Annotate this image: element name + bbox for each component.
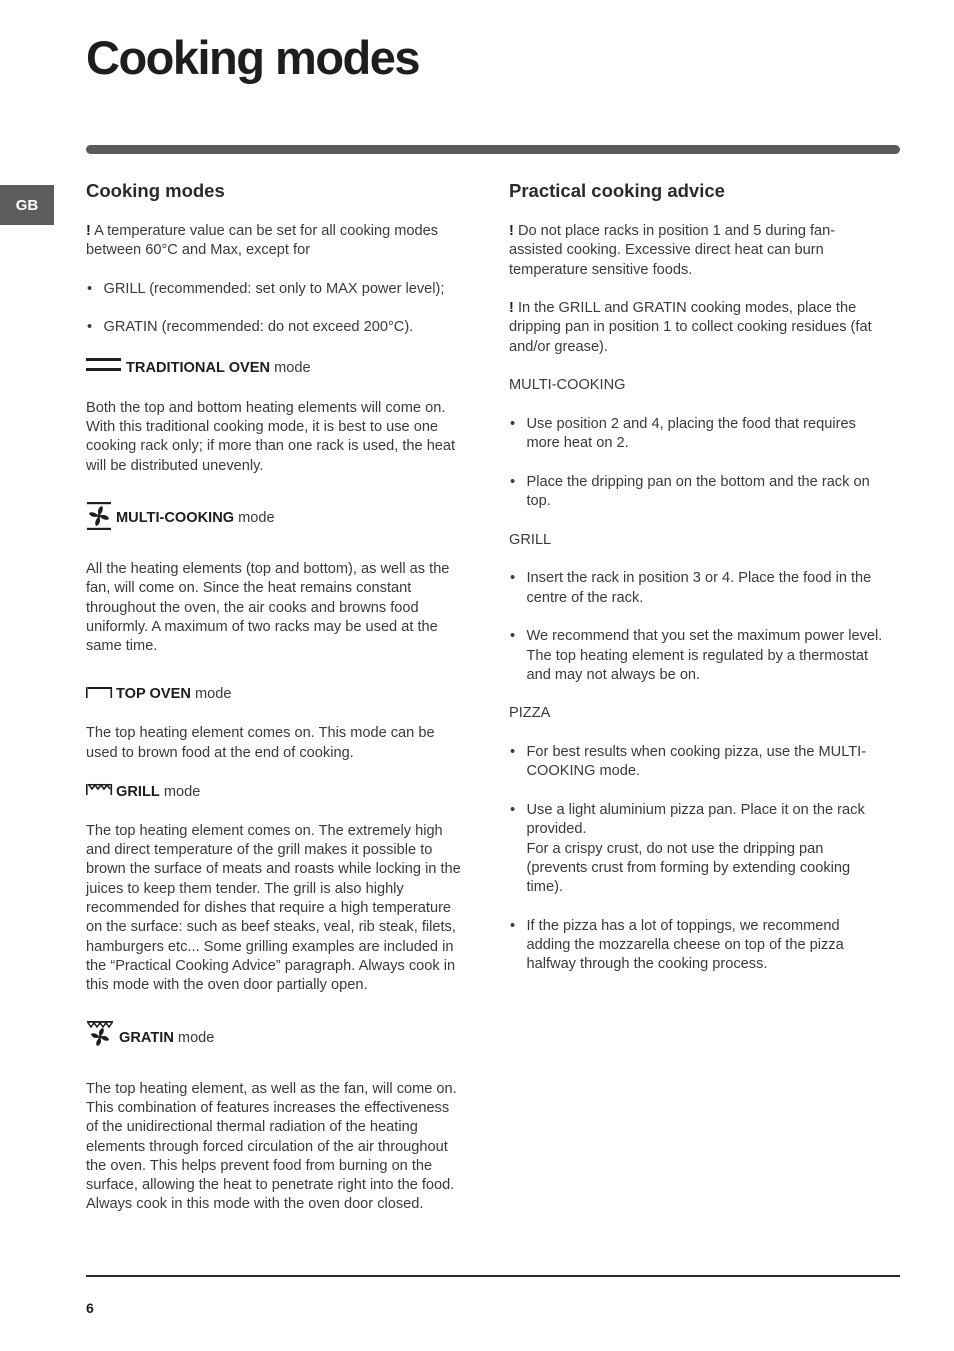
cooking-modes-column [86, 178, 462, 1234]
list-item: • Use a light aluminium pizza pan. Place it on the rack provided. For a crispy crust, do not use the dripping pan (prevents crust from forming by extending cooking time). [509, 801, 887, 897]
multi-cooking-fan-icon [86, 502, 112, 536]
traditional-oven-icon [86, 357, 122, 379]
list-item: • Insert the rack in position 3 or 4. Place the food in the centre of the rack. [509, 569, 887, 608]
gratin-icon [86, 1021, 114, 1055]
mode-description: The top heating element, as well as the fan, will come on. This combination of features increases the effectiveness of the unidirectional thermal radiation of the heating elements through forced circulation of the air throughout the oven. This helps prevent food from burning on the surface, allowing the heat to penetrate right into the food. Always cook in this mode with the oven door closed. [86, 1080, 457, 1213]
list-item: • Use position 2 and 4, placing the food that requires more heat on 2. [509, 415, 887, 454]
subsection-title: GRILL [509, 531, 552, 548]
mode-heading-traditional-oven: TRADITIONAL OVEN mode [86, 357, 462, 379]
exceptions-list [86, 280, 462, 338]
advice-list-multi-cooking [509, 415, 887, 511]
warning-mark: ! [509, 300, 514, 317]
list-item: • GRILL (recommended: set only to MAX power level); [86, 280, 462, 299]
list-item: • Place the dripping pan on the bottom and the rack on top. [509, 473, 887, 512]
language-tab: GB [0, 185, 54, 225]
page-number: 6 [86, 1300, 94, 1316]
header-rule [86, 145, 900, 154]
mode-description: The top heating element comes on. This mode can be used to brown food at the end of cooking. [86, 725, 435, 761]
section-heading-practical-advice: Practical cooking advice [509, 180, 725, 201]
mode-heading-grill: GRILL mode [86, 782, 462, 802]
intro-paragraph: ! A temperature value can be set for all cooking modes between 60°C and Max, except for [86, 223, 439, 259]
subsection-title: PIZZA [509, 705, 551, 722]
list-item: • For best results when cooking pizza, use the MULTI-COOKING mode. [509, 743, 887, 782]
mode-description: Both the top and bottom heating elements will come on. With this traditional cooking mode, it is best to use one cooking rack only; if more than one rack is used, the heat will be distributed unevenly. [86, 399, 456, 474]
practical-advice-column [509, 178, 887, 994]
mode-heading-gratin: GRATIN mode [86, 1021, 462, 1055]
warning-paragraph: ! In the GRILL and GRATIN cooking modes, place the dripping pan in position 1 to collect cooking residues (fat and/or grease). [509, 300, 872, 355]
list-item: • GRATIN (recommended: do not exceed 200°C). [86, 318, 462, 337]
footer-rule [86, 1275, 900, 1277]
advice-list-pizza [509, 743, 887, 975]
subsection-title: MULTI-COOKING [509, 377, 626, 394]
list-item: • We recommend that you set the maximum power level. The top heating element is regulated by a thermostat and may not always be on. [509, 627, 887, 685]
list-item: • If the pizza has a lot of toppings, we recommend adding the mozzarella cheese on top of the pizza halfway through the cooking process. [509, 917, 887, 975]
advice-list-grill [509, 569, 887, 685]
mode-description: The top heating element comes on. The extremely high and direct temperature of the grill makes it possible to brown the surface of meats and roasts while locking in the juices to keep them tender. The grill is also highly recommended for dishes that require a high temperature on the surface: such as beef steaks, veal, rib steak, filets, hamburgers etc... Some grilling examples are included in the “Practical Cooking Advice” paragraph. Always cook in this mode with the oven door partially open. [86, 822, 461, 994]
mode-description: All the heating elements (top and bottom), as well as the fan, will come on. Since the heat remains constant throughout the oven, the air cooks and browns food uniformly. A maximum of two racks may be used at the same time. [86, 561, 450, 655]
section-heading-cooking-modes: Cooking modes [86, 180, 225, 201]
grill-icon [86, 782, 113, 802]
top-oven-icon [86, 685, 113, 705]
mode-heading-multi-cooking: MULTI-COOKING mode [86, 502, 462, 536]
page-title: Cooking modes [86, 31, 420, 84]
mode-heading-top-oven: TOP OVEN mode [86, 685, 462, 705]
warning-paragraph: ! Do not place racks in position 1 and 5 during fan-assisted cooking. Excessive direct heat can burn temperature sensitive foods. [509, 223, 836, 278]
warning-mark: ! [86, 223, 91, 239]
warning-mark: ! [509, 223, 514, 239]
